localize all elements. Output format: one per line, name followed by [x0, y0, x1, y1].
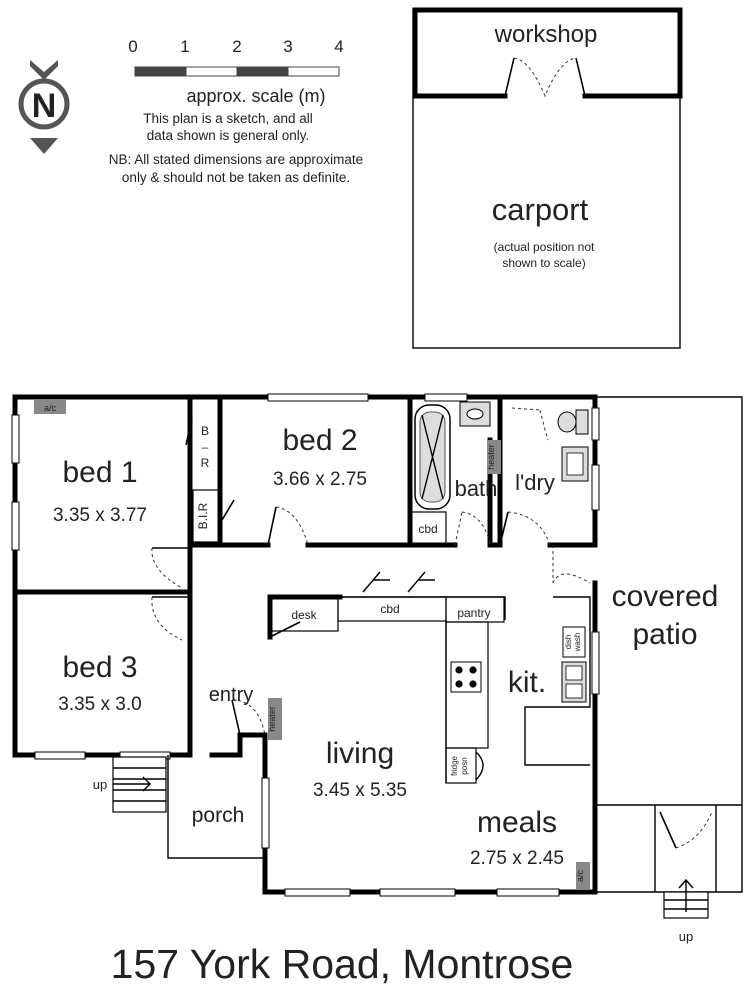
living-dims: 3.45 x 5.35 [312, 780, 408, 801]
ac-label-meals: a/c [575, 869, 585, 883]
laundry-name: l'dry [515, 470, 555, 495]
sketch-note-line-1: This plan is a sketch, and all [143, 111, 313, 126]
carport-note-line-2: shown to scale) [502, 256, 586, 270]
north-compass [21, 60, 67, 154]
scale-tick-4: 4 [334, 37, 344, 56]
disclaimer-line-1: NB: All stated dimensions are approximate [108, 152, 364, 167]
carport-label: carport [491, 192, 589, 227]
desk-label: desk [291, 608, 317, 622]
br-letter-r: R [200, 456, 210, 470]
scale-tick-0: 0 [128, 37, 138, 56]
patio-label-line-2: patio [632, 618, 698, 651]
compass-top-chevron [30, 60, 58, 80]
scale-label: approx. scale (m) [186, 86, 326, 106]
outbuilding [413, 10, 680, 348]
scale-tick-3: 3 [283, 37, 293, 56]
sketch-note-line-2: data shown is general only. [146, 128, 310, 143]
property-address: 157 York Road, Montrose [110, 941, 574, 987]
patio-label-line-1: covered [611, 580, 719, 613]
dishwash-label-line-2: wash [573, 632, 582, 652]
bath-name: bath [454, 476, 498, 501]
bed2-name: bed 2 [282, 424, 358, 457]
workshop-label: workshop [494, 21, 598, 48]
living-name: living [325, 737, 395, 770]
porch-name: porch [191, 804, 245, 827]
scale-tick-1: 1 [180, 37, 190, 56]
carport-outline [413, 10, 680, 348]
bath-cbd-label: cbd [418, 522, 438, 536]
br-dash: – [201, 440, 209, 454]
disclaimer-line-2: only & should not be taken as definite. [121, 170, 351, 185]
covered-patio [595, 397, 742, 944]
ac-label-bed1: a/c [43, 403, 57, 413]
bed3-name: bed 3 [62, 651, 138, 684]
toilet [558, 412, 576, 432]
rear-up-label: up [678, 929, 694, 944]
scale-bar [109, 37, 363, 185]
bed2-dims: 3.66 x 2.75 [272, 469, 368, 490]
fridge-label-line-1: fridge [450, 755, 459, 777]
entry-name: entry [208, 684, 254, 706]
kitchen-name: kit. [507, 666, 547, 699]
dishwash-label-line-1: dish [564, 634, 573, 650]
north-letter: N [31, 87, 57, 125]
meals-name: meals [476, 806, 558, 839]
compass-bottom-arrow [30, 138, 58, 154]
bath-heater-label: heater [486, 444, 496, 470]
workshop-door-leaves [505, 58, 585, 96]
carport-note-line-1: (actual position not [493, 240, 595, 254]
bed1-name: bed 1 [62, 456, 138, 489]
living-cbd-label: cbd [380, 602, 400, 616]
cooktop [451, 662, 481, 692]
living-heater-label: heater [267, 706, 277, 732]
bir-label: B.I.R [196, 502, 210, 530]
scale-tick-2: 2 [232, 37, 242, 56]
workshop-door-swings [514, 58, 576, 96]
bed1-dims: 3.35 x 3.77 [52, 505, 148, 526]
pantry-label: pantry [457, 606, 491, 620]
br-letter-b: B [200, 424, 210, 438]
fridge-label-line-2: posn [460, 757, 469, 775]
front-up-label: up [92, 777, 108, 792]
meals-dims: 2.75 x 2.45 [469, 848, 565, 869]
bed3-dims: 3.35 x 3.0 [58, 694, 142, 715]
